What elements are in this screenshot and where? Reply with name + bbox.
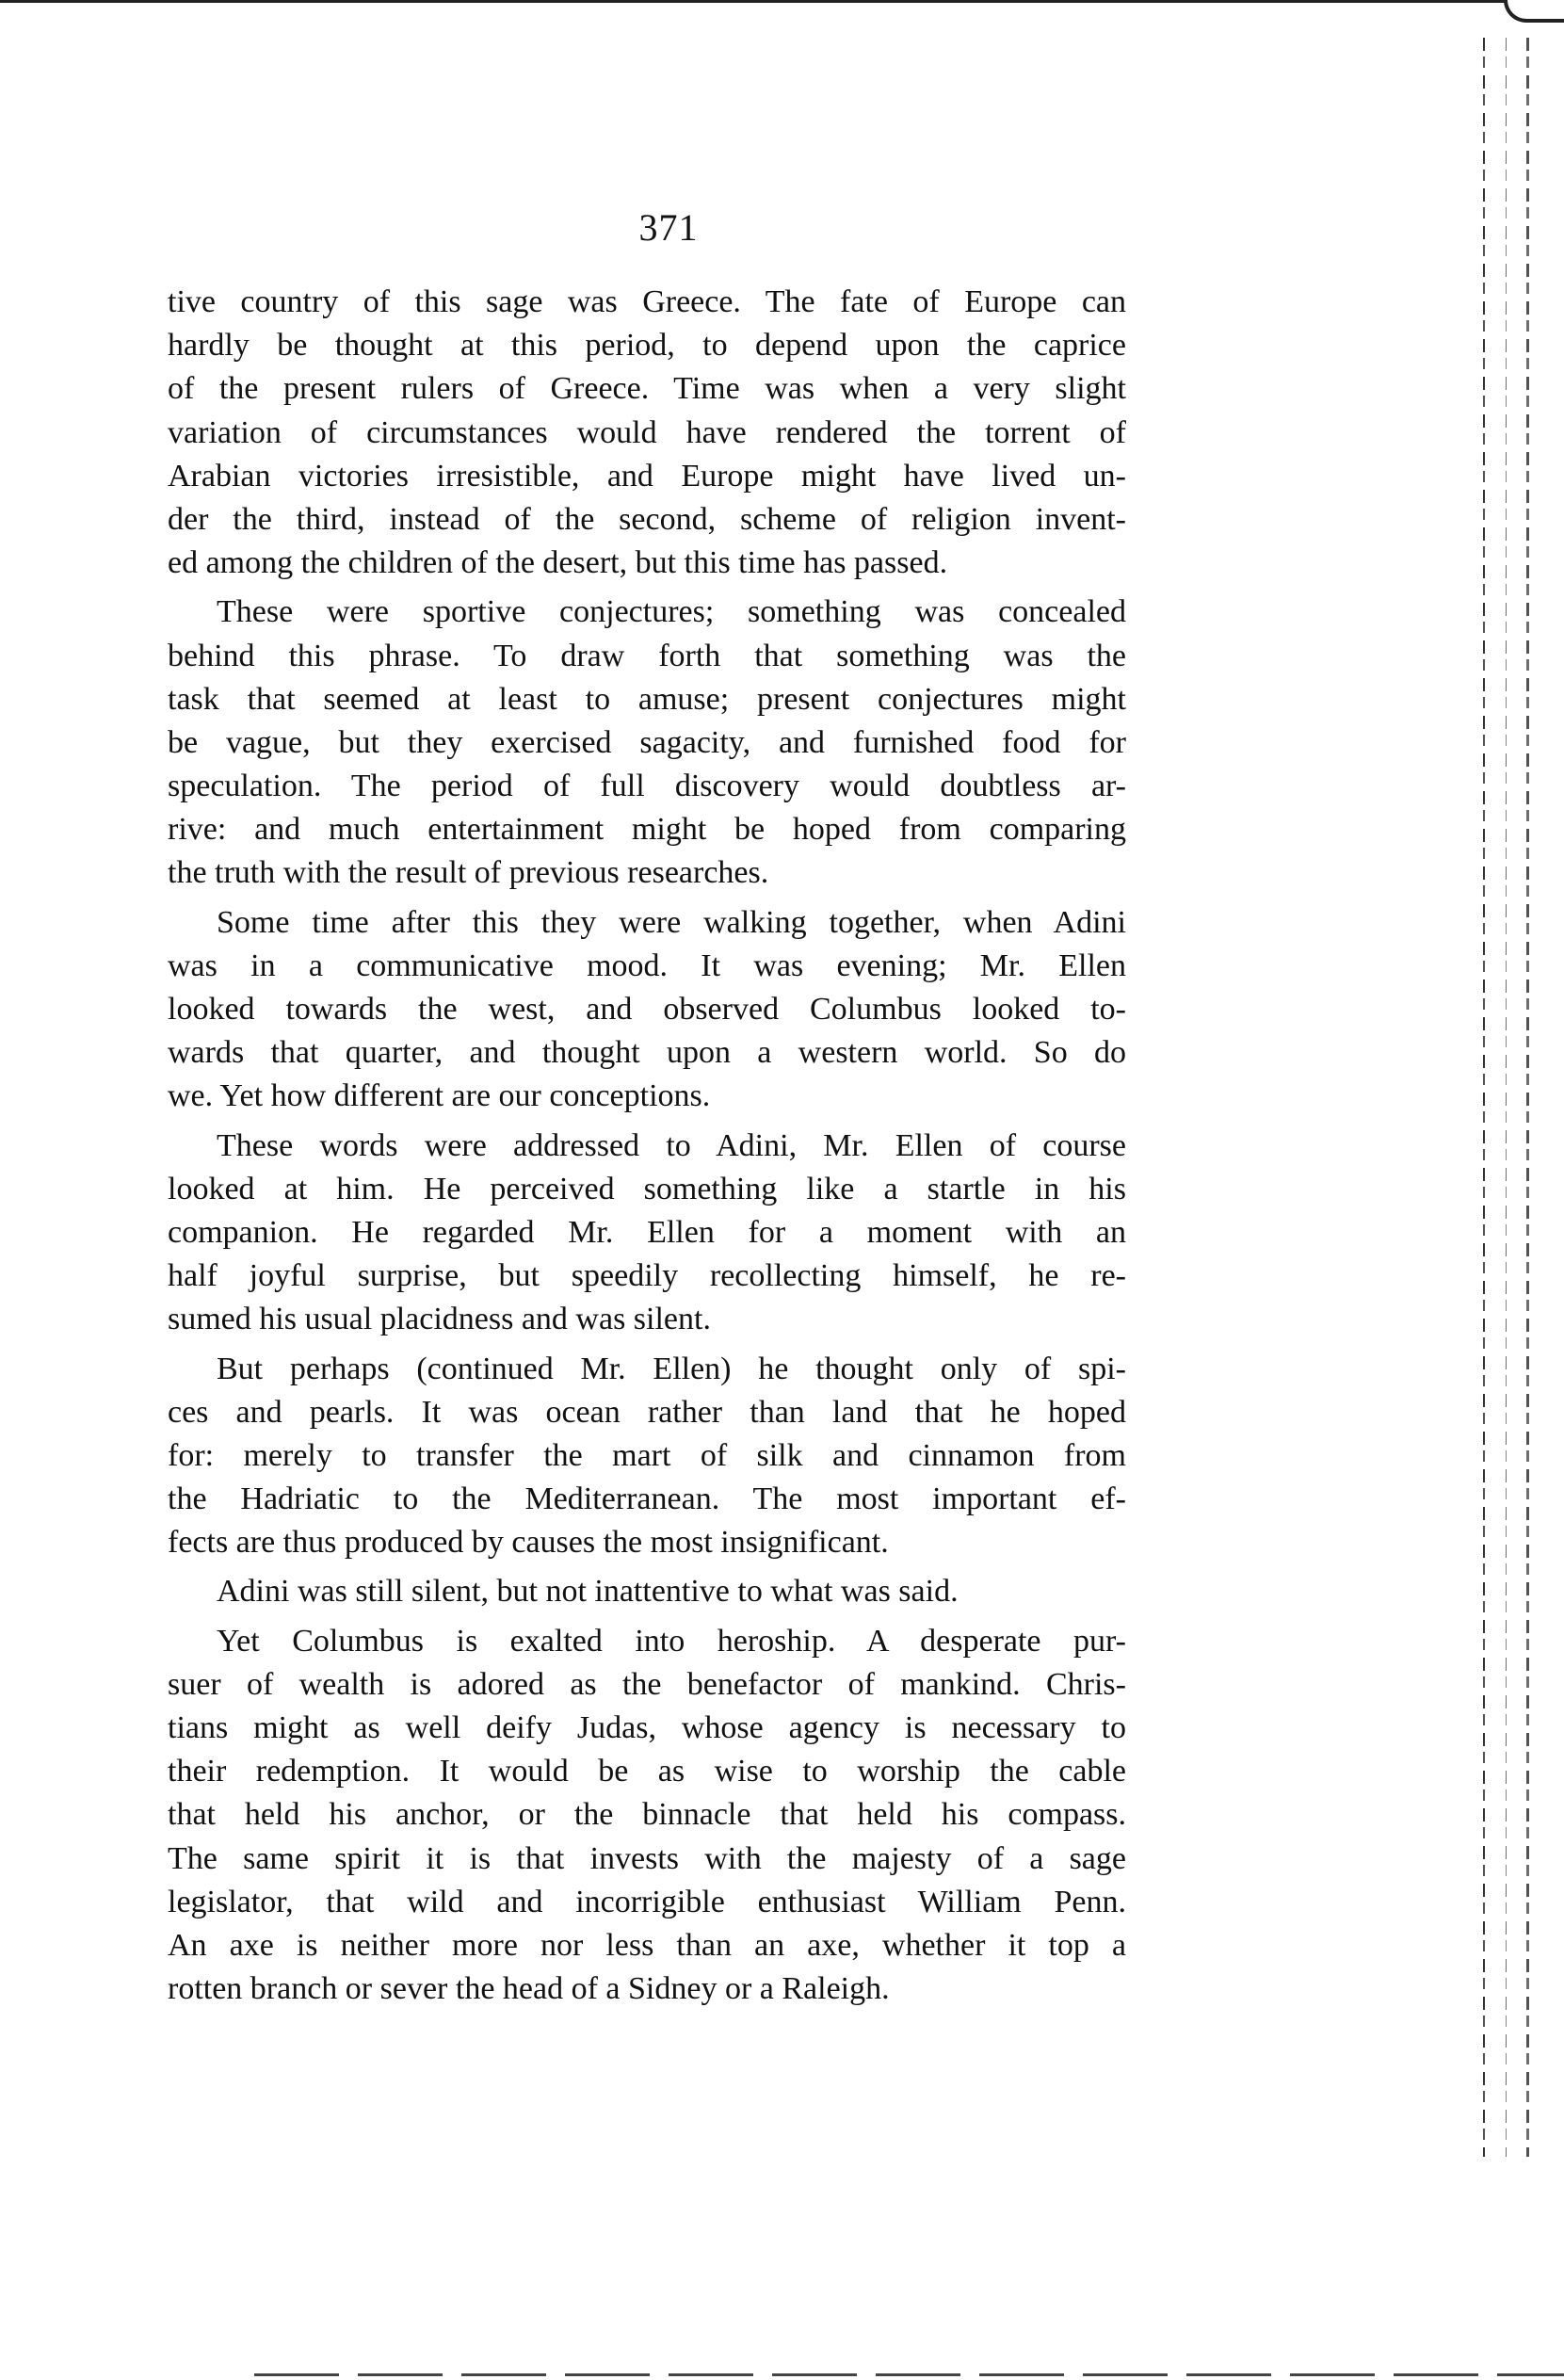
text-line: speculation. The period of full discovery would doubtless ar- [168,769,1126,804]
text-line: be vague, but they exercised sagacity, and furnished food for [168,724,1126,760]
text-line: companion. He regarded Mr. Ellen for a moment with an [168,1214,1126,1250]
text-line: that held his anchor, or the binnacle that held his compass. [168,1797,1126,1833]
text-line: looked at him. He perceived something like a startle in his [168,1171,1126,1206]
text-line: their redemption. It would be as wise to worship the cable [168,1754,1126,1789]
body-text [168,281,1126,2011]
text-line: ces and pearls. It was ocean rather than land that he hoped [168,1394,1126,1430]
text-line: half joyful surprise, but speedily recollecting himself, he re- [168,1258,1126,1294]
text-line: Yet Columbus is exalted into heroship. A desperate pur- [217,1623,1126,1659]
paragraph [168,1348,1126,1565]
text-line: Adini was still silent, but not inattentive to what was said. [217,1574,959,1610]
paragraph [168,901,1126,1119]
text-line: tians might as well deify Judas, whose agency is necessary to [168,1710,1126,1745]
text-line: for: merely to transfer the mart of silk and cinnamon from [168,1437,1126,1473]
text-line: we. Yet how different are our conceptions. [168,1078,711,1114]
text-line: The same spirit it is that invests with the majesty of a sage [168,1840,1126,1876]
text-line: looked towards the west, and observed Columbus looked to- [168,992,1126,1027]
text-line: ed among the children of the desert, but this time has passed. [168,545,948,581]
text-line: variation of circumstances would have rendered the torrent of [168,414,1126,450]
page-gutter-edge [1479,38,1536,2157]
text-line: task that seemed at least to amuse; present conjectures might [168,681,1126,717]
text-line: fects are thus produced by causes the most insignificant. [168,1525,889,1561]
text-line: was in a communicative mood. It was evening; Mr. Ellen [168,947,1126,983]
text-line: behind this phrase. To draw forth that something was the [168,638,1126,673]
text-line: These were sportive conjectures; something was concealed [217,594,1126,630]
scan-top-edge [0,0,1507,3]
paragraph [168,1620,1126,2012]
text-line: the Hadriatic to the Mediterranean. The most important ef- [168,1481,1126,1517]
text-line: the truth with the result of previous researches. [168,855,769,891]
text-line: rotten branch or sever the head of a Sidney or a Raleigh. [168,1971,890,2007]
gutter-line [1483,38,1485,2157]
text-line: hardly be thought at this period, to depend upon the caprice [168,328,1126,364]
text-line: tive country of this sage was Greece. The fate of Europe can [168,284,1126,319]
paragraph [168,281,1126,585]
text-line: Some time after this they were walking together, when Adini [217,904,1126,940]
text-line: An axe is neither more nor less than an axe, whether it top a [168,1927,1126,1963]
text-line: suer of wealth is adored as the benefactor of mankind. Chris- [168,1666,1126,1702]
paragraph [168,1570,1126,1613]
text-line: rive: and much entertainment might be hoped from comparing [168,812,1126,848]
text-line: But perhaps (continued Mr. Ellen) he thought only of spi- [217,1351,1126,1386]
text-line: sumed his usual placidness and was silent. [168,1302,711,1337]
gutter-line [1506,38,1507,2157]
text-line: der the third, instead of the second, scheme of religion invent- [168,501,1126,537]
gutter-line [1526,38,1529,2157]
paragraph [168,1125,1126,1342]
text-line: These words were addressed to Adini, Mr. Ellen of course [217,1127,1126,1163]
text-line: of the present rulers of Greece. Time was when a very slight [168,371,1126,407]
page-number: 371 [638,206,699,249]
text-line: Arabian victories irresistible, and Europe might have lived un- [168,458,1126,494]
scan-bottom-edge [254,2373,1564,2376]
text-line: legislator, that wild and incorrigible enthusiast William Penn. [168,1884,1126,1919]
paragraph [168,591,1126,895]
scan-corner-mark [1504,0,1564,23]
text-line: wards that quarter, and thought upon a western world. So do [168,1035,1126,1071]
